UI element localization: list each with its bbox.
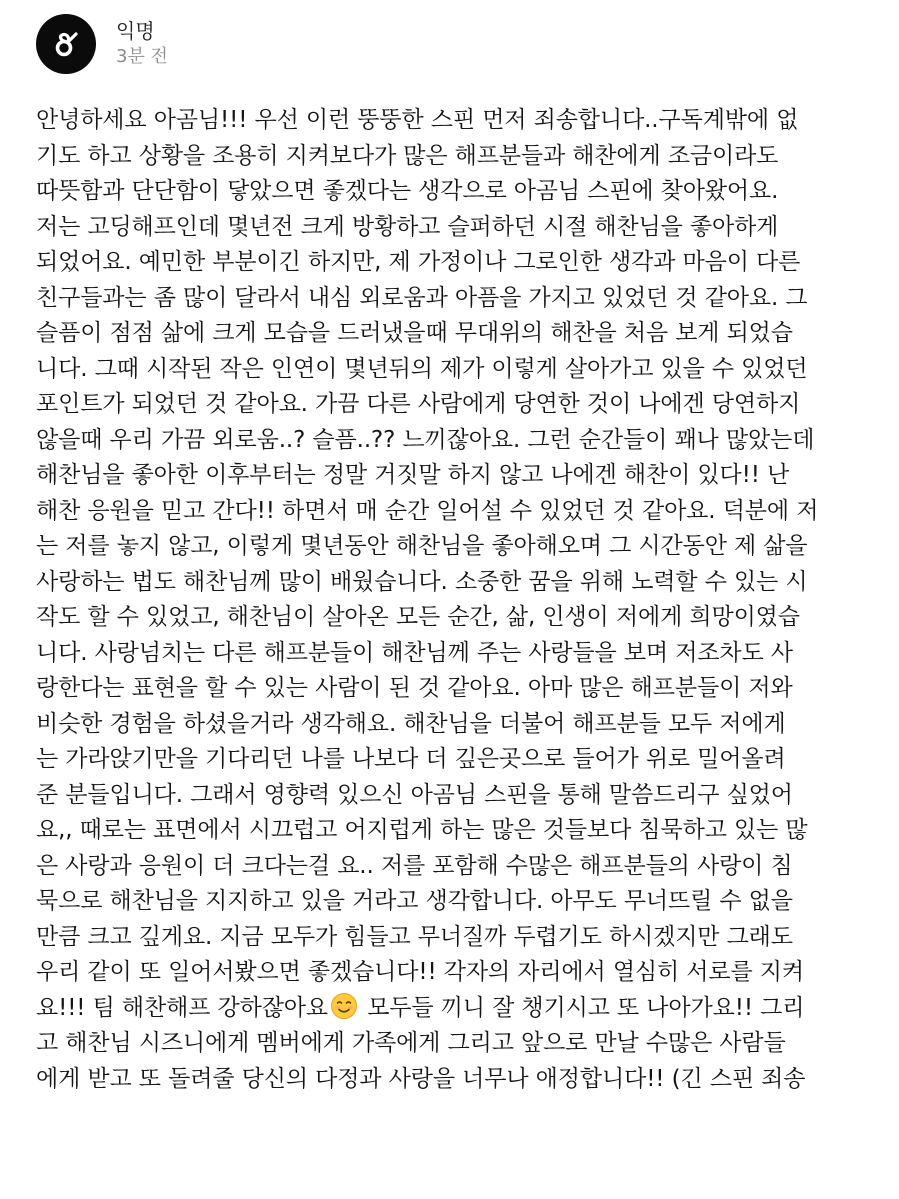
body-line: 니다. 사랑넘치는 다른 해프분들이 해찬님께 주는 사랑들을 보며 저조차도 사 (36, 639, 793, 666)
body-line: 은 사랑과 응원이 더 크다는걸 요.. 저를 포함해 수많은 해프분들의 사랑이 침 (36, 852, 793, 879)
body-line: 따뜻함과 단단함이 닿았으면 좋겠다는 생각으로 아곰님 스핀에 찾아왔어요. (36, 178, 779, 204)
body-line-text: 요!!! 팀 해찬해프 강하잖아요 (36, 994, 329, 1021)
body-line: 는 저를 놓지 않고, 이렇게 몇년동안 해찬님을 좋아해오며 그 시간동안 제 삶을 (36, 533, 808, 559)
author-name[interactable]: 익명 (116, 19, 155, 43)
body-line: 않을때 우리 가끔 외로움..? 슬픔..?? 느끼잖아요. 그런 순간들이 꽤나 많았는데 (36, 426, 815, 453)
post-time: 3분 전 (116, 46, 168, 67)
body-line: 친구들과는 좀 많이 달라서 내심 외로움과 아픔을 가지고 있었던 것 같아요. 그 (36, 284, 808, 311)
body-line: 만큼 크고 깊게요. 지금 모두가 힘들고 무너질까 두렵기도 하시겠지만 그래도 (36, 923, 793, 950)
body-line: 되었어요. 예민한 부분이긴 하지만, 제 가정이나 그로인한 생각과 마음이 다른 (36, 249, 801, 275)
body-line: 에게 받고 또 돌려줄 당신의 다정과 사랑을 너무나 애정합니다!! (긴 스핀 죄송 (36, 1065, 806, 1092)
body-line: 작도 할 수 있었고, 해찬님이 살아온 모든 순간, 삶, 인생이 저에게 희망이였습 (36, 604, 800, 630)
body-line: 해찬 응원을 믿고 간다!! 하면서 매 순간 일어설 수 있었던 것 같아요. 덕분에 저 (36, 497, 819, 524)
body-line-with-emoji (36, 991, 896, 1027)
body-line: 비슷한 경험을 하셨을거라 생각해요. 해찬님을 더불어 해프분들 모두 저에게 (36, 710, 786, 737)
body-line: 슬픔이 점점 삶에 크게 모습을 드러냈을때 무대위의 해찬을 처음 보게 되었습 (36, 320, 793, 346)
body-line: 저는 고딩해프인데 몇년전 크게 방황하고 슬퍼하던 시절 해찬님을 좋아하게 (36, 213, 779, 240)
body-line: 랑한다는 표현을 할 수 있는 사람이 된 것 같아요. 아마 많은 해프분들이 저와 (36, 675, 793, 701)
post-meta (116, 18, 168, 70)
post-header (36, 14, 168, 74)
body-line: 는 가라앉기만을 기다리던 나를 나보다 더 깊은곳으로 들어가 위로 밀어올려 (36, 746, 786, 772)
body-line: 요,, 때로는 표면에서 시끄럽고 어지럽게 하는 많은 것들보다 침묵하고 있는 많 (36, 817, 808, 843)
body-line: 포인트가 되었던 것 같아요. 가끔 다른 사람에게 당연한 것이 나에겐 당연하지 (36, 391, 801, 417)
body-line: 사랑하는 법도 해찬님께 많이 배웠습니다. 소중한 꿈을 위해 노력할 수 있는 시 (36, 568, 808, 595)
body-line: 안녕하세요 아곰님!!! 우선 이런 뚱뚱한 스핀 먼저 죄송합니다..구독계밖에 없 (36, 107, 799, 133)
body-line: 우리 같이 또 일어서봤으면 좋겠습니다!! 각자의 자리에서 열심히 서로를 지켜 (36, 959, 804, 985)
anonymous-logo-icon (49, 27, 83, 61)
body-line-text: 모두들 끼니 잘 챙기시고 또 나아가요!! 그리 (360, 994, 805, 1021)
body-line: 기도 하고 상황을 조용히 지켜보다가 많은 해프분들과 해찬에게 조금이라도 (36, 142, 779, 169)
post-body (36, 103, 896, 1097)
body-line: 니다. 그때 시작된 작은 인연이 몇년뒤의 제가 이렇게 살아가고 있을 수 있었던 (36, 355, 808, 382)
body-line: 해찬님을 좋아한 이후부터는 정말 거짓말 하지 않고 나에겐 해찬이 있다!! 난 (36, 462, 790, 488)
smiling-face-emoji-icon (330, 992, 358, 1020)
avatar[interactable] (36, 14, 96, 74)
body-line: 준 분들입니다. 그래서 영향력 있으신 아곰님 스핀을 통해 말씀드리구 싶었어 (36, 781, 793, 808)
body-line: 고 해찬님 시즈니에게 멤버에게 가족에게 그리고 앞으로 만날 수많은 사람들 (36, 1030, 786, 1056)
body-line: 묵으로 해찬님을 지지하고 있을 거라고 생각합니다. 아무도 무너뜨릴 수 없을 (36, 888, 793, 914)
